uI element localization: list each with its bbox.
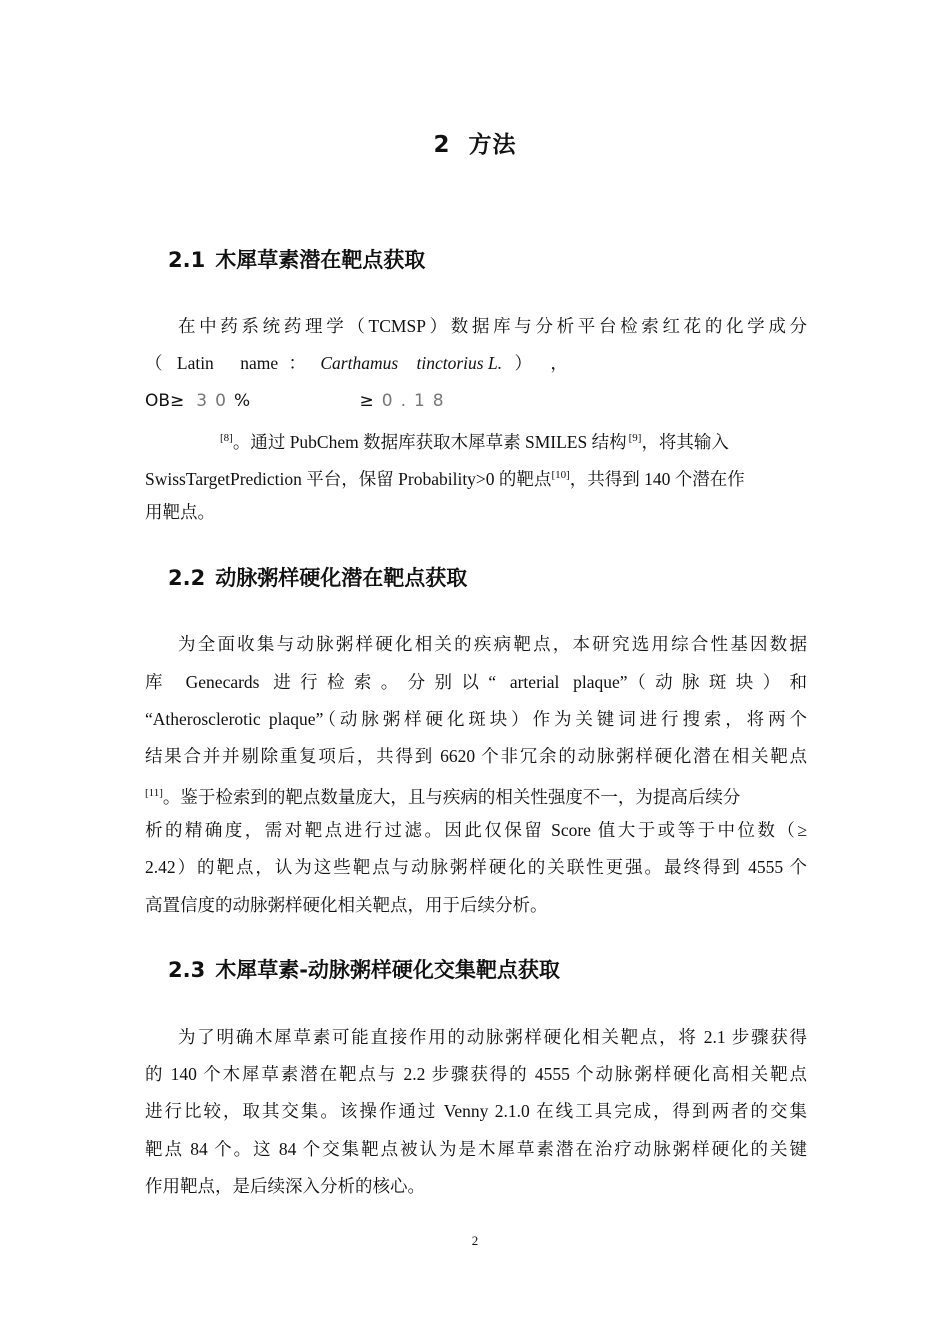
latin-word: Latin xyxy=(176,353,214,373)
text-run: ，将其输入 xyxy=(641,432,729,452)
close-paren: ） xyxy=(514,353,532,373)
paragraph-line: 用靶点。 xyxy=(145,502,215,522)
open-paren: （ xyxy=(145,353,163,373)
section-heading-2-2 xyxy=(168,562,467,592)
paragraph-line: 高置信度的动脉粥样硬化相关靶点，用于后续分析。 xyxy=(145,895,548,915)
section-title: 木犀草素-动脉粥样硬化交集靶点获取 xyxy=(215,958,560,982)
percent-sign: % xyxy=(233,391,251,411)
section-number: 2.2 xyxy=(168,566,206,590)
species-name: tinctorius L. xyxy=(416,353,503,373)
name-word: name xyxy=(240,353,279,373)
paragraph-line: 为了明确木犀草素可能直接作用的动脉粥样硬化相关靶点，将 2.1 步骤获得 xyxy=(178,1027,807,1047)
paragraph-line: 作用靶点，是后续深入分析的核心。 xyxy=(145,1176,425,1196)
paragraph-line: “Atherosclerotic plaque”（动脉粥样硬化斑块）作为关键词进行搜索，将两个 xyxy=(145,709,807,729)
paragraph-line xyxy=(145,781,807,809)
paragraph-line xyxy=(145,463,807,491)
citation: [11] xyxy=(145,787,163,799)
dl-value: 0.18 xyxy=(381,391,452,411)
section-title: 木犀草素潜在靶点获取 xyxy=(215,248,426,272)
paragraph-line: 在中药系统药理学（TCMSP）数据库与分析平台检索红花的化学成分 xyxy=(178,316,807,336)
text-run: 。通过 PubChem 数据库获取木犀草素 SMILES 结构 xyxy=(232,432,627,452)
paragraph-line: 靶点 84 个。这 84 个交集靶点被认为是木犀草素潜在治疗动脉粥样硬化的关键 xyxy=(145,1139,807,1159)
paragraph-line: 进行比较，取其交集。该操作通过 Venny 2.1.0 在线工具完成，得到两者的交集 xyxy=(145,1101,807,1121)
ob-value: 30 xyxy=(196,391,234,411)
paragraph-line: 库 Genecards 进行检索。分别以“ arterial plaque”（动脉斑块）和 xyxy=(145,672,807,692)
paragraph-line-criteria xyxy=(145,389,807,413)
citation: [8] xyxy=(220,432,233,444)
paragraph-line: 2.42）的靶点，认为这些靶点与动脉粥样硬化的关联性更强。最终得到 4555 个 xyxy=(145,857,807,877)
section-number: 2.1 xyxy=(168,248,206,272)
genus-name: Carthamus xyxy=(320,353,399,373)
chapter-number: 2 xyxy=(433,132,451,158)
paragraph-line xyxy=(145,351,807,375)
ob-label: OB≥ xyxy=(145,391,185,411)
text-run: 。鉴于检索到的靶点数量庞大，且与疾病的相关性强度不一，为提高后续分 xyxy=(162,787,741,807)
paragraph-line: 结果合并并剔除重复项后，共得到 6620 个非冗余的动脉粥样硬化潜在相关靶点 xyxy=(145,746,807,766)
section-title: 动脉粥样硬化潜在靶点获取 xyxy=(215,566,468,590)
dl-sign: ≥ xyxy=(359,391,374,411)
page-number: 2 xyxy=(471,1233,479,1248)
section-heading-2-1 xyxy=(168,244,425,274)
text-run: ，共得到 140 个潜在作 xyxy=(569,469,745,489)
citation: [9] xyxy=(628,432,642,444)
colon: ： xyxy=(288,353,306,373)
text-run: SwissTargetPrediction 平台，保留 Probability>0 的靶点 xyxy=(145,469,552,489)
paragraph-line: 为全面收集与动脉粥样硬化相关的疾病靶点，本研究选用综合性基因数据 xyxy=(178,634,807,654)
chapter-title-text: 方法 xyxy=(468,132,517,158)
section-heading-2-3 xyxy=(168,954,560,984)
section-number: 2.3 xyxy=(168,958,206,982)
comma: ， xyxy=(550,353,568,373)
paragraph-line: 的 140 个木犀草素潜在靶点与 2.2 步骤获得的 4555 个动脉粥样硬化高相关靶点 xyxy=(145,1064,807,1084)
paragraph-line: 析的精确度，需对靶点进行过滤。因此仅保留 Score 值大于或等于中位数（≥ xyxy=(145,820,807,840)
chapter-title xyxy=(0,126,950,159)
paragraph-line xyxy=(145,426,807,454)
citation: [10] xyxy=(551,469,570,481)
